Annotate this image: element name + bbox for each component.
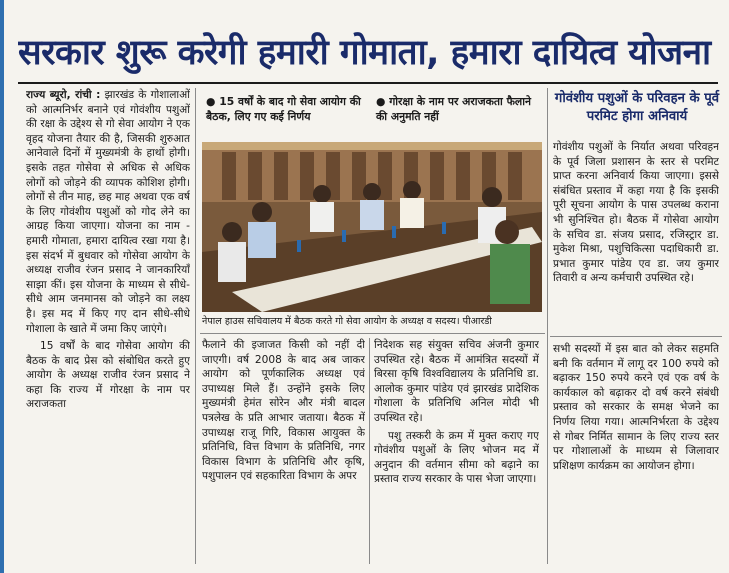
headline-rule	[18, 82, 718, 84]
article-column-2	[202, 338, 365, 564]
meeting-photo	[202, 142, 542, 312]
article-paragraph: गोवंशीय पशुओं के निर्यात अथवा परिवहन के पूर्व जिला प्रशासन के स्तर से परमिट प्राप्त करना अनिवार्य किया जाएगा। इससे संबंधित प्रस्ताव में कहा गया है कि इसकी पूरी सूचना आयोग के पास उपलब्ध कराना भी सुनिश्चित हो। बैठक में गोसेवा आयोग के सचिव डा. संजय प्रसाद, रजिस्ट्रार डा. मुकेश मिश्रा, पशुचिकित्सा पदाधिकारी डा. प्रभात कुमार पांडेय एव डा. जय कुमार तिवारी व अन्य कर्मचारी उपस्थित रहे।	[553, 141, 719, 285]
article-paragraph: निदेशक सह संयुक्त सचिव अंजनी कुमार उपस्थित रहे। बैठक में आमंत्रित सदस्यों में बिरसा कृषि विश्वविद्यालय के प्रतिनिधि डा. आलोक कुमार पांडेय एवं झारखंड प्रादेशिक गोशाला के प्रतिनिधि अनिल मोदी भी उपस्थित रहे।	[374, 339, 539, 424]
headline: सरकार शुरू करेगी हमारी गोमाता, हमारा दायित्व योजना	[18, 33, 711, 73]
article-paragraph: फैलाने की इजाजत किसी को नहीं दी जाएगी। वर्ष 2008 के बाद अब जाकर आयोग को पूर्णकालिक अध्यक्ष एवं उपाध्यक्ष मिले हैं। उन्होंने इसके लिए मुख्यमंत्री हेमंत सोरेन और मंत्री बादल पत्रलेख के प्रति आभार जताया। बैठक में उपाध्यक्ष राजू गिरि, विकास आयुक्त के प्रतिनिधि, वित्त विभाग के प्रतिनिधि, नगर विकास विभाग के प्रतिनिधि और कृषि, पशुपालन एवं सहकारिता विभाग के अपर	[202, 339, 365, 483]
article-column-1	[26, 88, 190, 564]
article-text: झारखंड के गोशालाओं को आत्मनिर्भर बनाने एवं गोवंशीय पशुओं की रक्षा के उद्देश्य से गो सेवा आयोग ने एक वृहद योजना तैयार की है, जिसकी शुरुआत आनेवाले दिनों में मुख्यमंत्री के हाथों होगी। इसके तहत गोसेवा से अधिक से अधिक लोगों को जोड़ने की व्यापक कोशिश होगी। लोगों से तीन माह, छह माह अथवा एक वर्ष के लिए गोवंशीय पशुओं को गोद लेने का आग्रह किया जाएगा। योजना का नाम - हमारी गोमाता, हमारा दायित्व रखा गया है। इस संदर्भ में बुधवार को गोसेवा आयोग के अध्यक्ष राजीव रंजन प्रसाद ने जानकारियाँ साझा कीं। इस योजना के माध्यम से सीधे-सीधे आम जनमानस को जोड़ने का लक्ष्य है। इस मद में किए गए दान सीधे-सीधे गोशाला के खाते में जमा किए जाएंगे।	[26, 89, 190, 335]
section-rule	[550, 336, 722, 337]
article-paragraph: 15 वर्षों के बाद गोसेवा आयोग की बैठक के बाद प्रेस को संबोधित करते हुए आयोग के अध्यक्ष राजीव रंजन प्रसाद ने कहा कि राज्य में गोरक्षा के नाम पर अराजकता	[26, 340, 190, 411]
highlight-text: 15 वर्षों के बाद गो सेवा आयोग की बैठक, लिए गए कई निर्णय	[206, 95, 361, 123]
highlight-bullet: ● 15 वर्षों के बाद गो सेवा आयोग की बैठक, लिए गए कई निर्णय	[206, 95, 361, 123]
highlight-box	[200, 88, 545, 140]
sidebar-headline: गोवंशीय पशुओं के परिवहन के पूर्व परमिट होगा अनिवार्य	[554, 91, 720, 124]
article-paragraph: सभी सदस्यों में इस बात को लेकर सहमति बनी कि वर्तमान में लागू दर 100 रुपये को बढ़ाकर 150 रुपये करने एवं एक वर्ष के कार्यकाल को बढ़ाकर दो वर्ष करने संबंधी प्रस्ताव को सरकार के समक्ष भेजने का निर्णय लिया गया। आत्मनिर्भरता के उद्देश्य से गोबर निर्मित सामान के लिए राज्य स्तर पर गोशालाओं के माध्यम से जिलावार प्रशिक्षण कार्यक्रम का आयोजन होगा।	[553, 343, 719, 472]
column-separator	[369, 338, 370, 564]
meeting-photo-illustration	[202, 142, 542, 312]
sidebar-column	[553, 140, 719, 332]
left-accent-bar	[0, 0, 4, 573]
article-column-3	[374, 338, 539, 564]
article-paragraph: पशु तस्करी के क्रम में मुक्त कराए गए गोवंशीय पशुओं के लिए भोजन मद में अनुदान की वर्तमान सीमा को बढ़ाने का प्रस्ताव राज्य सरकार के पास भेजा जाएगा।	[374, 429, 539, 486]
section-rule	[200, 333, 545, 334]
highlight-bullet: ● गोरक्षा के नाम पर अराजकता फैलाने की अनुमति नहीं	[376, 95, 532, 123]
photo-caption: नेपाल हाउस सचिवालय में बैठक करते गो सेवा आयोग के अध्यक्ष व सदस्य। पीआरडी	[202, 316, 492, 327]
byline: राज्य ब्यूरो, रांची :	[26, 89, 101, 101]
column-separator	[547, 88, 548, 564]
column-separator	[195, 88, 196, 564]
article-paragraph	[26, 88, 190, 336]
highlight-text: गोरक्षा के नाम पर अराजकता फैलाने की अनुमति नहीं	[376, 95, 532, 123]
article-column-5	[553, 342, 719, 564]
